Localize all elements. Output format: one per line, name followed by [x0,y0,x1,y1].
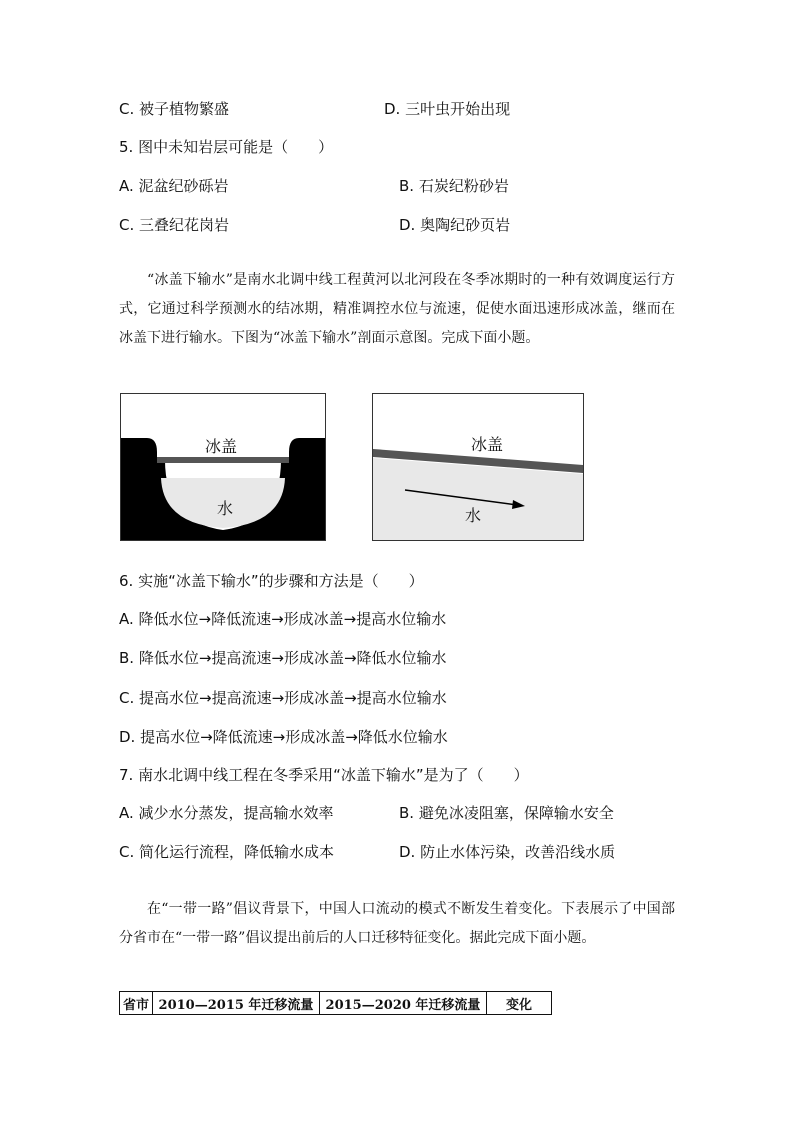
table-header-2010-2015: 2010—2015 年迁移流量 [153,992,320,1015]
water-label: 水 [217,499,234,518]
q7-option-b: B. 避免冰凌阻塞，保障输水安全 [399,804,614,822]
ice-cover-label: 冰盖 [205,437,238,456]
q7-option-d: D. 防止水体污染，改善沿线水质 [399,843,616,861]
q7-option-c: C. 简化运行流程，降低输水成本 [119,843,335,861]
migration-table [119,991,552,1015]
q7-option-a: A. 减少水分蒸发，提高输水效率 [119,804,334,822]
q4-option-c: C. 被子植物繁盛 [119,100,230,118]
q6-option-c: C. 提高水位→提高流速→形成冰盖→提高水位输水 [119,689,447,707]
q6-stem: 6. 实施“冰盖下输水”的步骤和方法是（ ） [119,572,424,590]
q5-option-a: A. 泥盆纪砂砾岩 [119,177,229,195]
table-header-change: 变化 [487,992,552,1015]
table-header-province: 省市 [120,992,153,1015]
passage-ice-cover [119,266,675,353]
passage-belt-road-text: 在“一带一路”倡议背景下，中国人口流动的模式不断发生着变化。下表展示了中国部分省市在“一带一路”倡议提出前后的人口迁移特征变化。据此完成下面小题。 [119,901,675,946]
ice-cover-label: 冰盖 [471,435,504,454]
q7-stem: 7. 南水北调中线工程在冬季采用“冰盖下输水”是为了（ ） [119,766,529,784]
figure-cross-section [120,393,326,541]
figure-longitudinal-section [372,393,584,541]
q5-option-b: B. 石炭纪粉砂岩 [399,177,509,195]
q4-option-d: D. 三叶虫开始出现 [384,100,511,118]
table-header-2015-2020: 2015—2020 年迁移流量 [320,992,487,1015]
q6-option-b: B. 降低水位→提高流速→形成冰盖→降低水位输水 [119,649,447,667]
q5-option-c: C. 三叠纪花岗岩 [119,216,230,234]
q5-option-d: D. 奥陶纪砂页岩 [399,216,511,234]
q6-option-d: D. 提高水位→降低流速→形成冰盖→降低水位输水 [119,728,448,746]
q5-stem: 5. 图中未知岩层可能是（ ） [119,138,334,156]
table-header-row [120,992,552,1015]
ice-cover-layer [157,457,289,463]
passage-ice-cover-text: “冰盖下输水”是南水北调中线工程黄河以北河段在冬季冰期时的一种有效调度运行方式，它通过科学预测水的结冰期，精准调控水位与流速，促使水面迅速形成冰盖，继而在冰盖下进行输水。下图为“冰盖下输水”剖面示意图。完成下面小题。 [119,272,675,346]
passage-belt-road [119,895,675,953]
q6-option-a: A. 降低水位→降低流速→形成冰盖→提高水位输水 [119,610,447,628]
water-label: 水 [465,506,482,525]
